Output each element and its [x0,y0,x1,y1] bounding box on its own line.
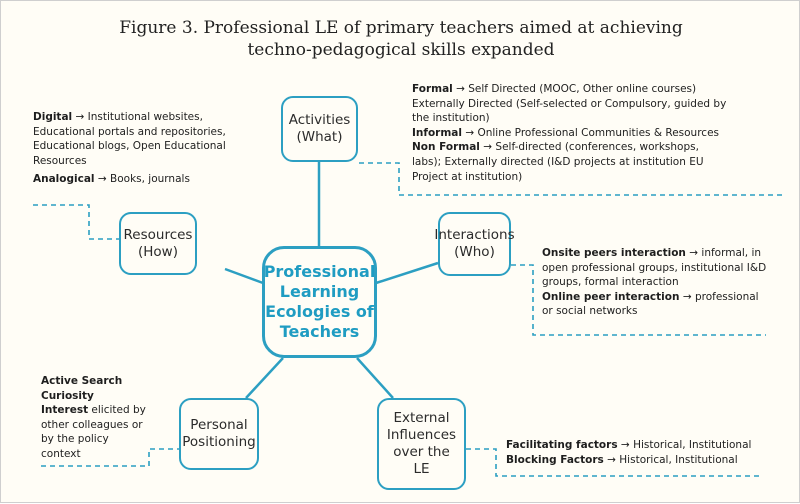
interactions-node [434,212,515,276]
personal-label: Personal Positioning [182,417,256,450]
external-note [506,438,766,467]
arrow-glyph: → [97,173,107,186]
external-node [377,398,466,490]
connector-personal [246,358,283,398]
figure-title-line2: techno-pedagogical skills expanded [247,40,555,60]
resources-label: Resources (How) [123,226,193,260]
arrow-glyph: → [682,290,692,303]
note-analogical: Analogical → Books, journals [33,173,190,186]
note-onsite: Onsite peers interaction → informal, in open professional groups, institutional I&D groups, formal interaction [542,247,767,289]
interactions-note [542,246,770,319]
arrow-glyph: → [483,141,493,154]
arrow-glyph: → [465,126,475,139]
resources-node [119,212,197,275]
note-interest: Interest elicited by other colleagues or by the policy context [41,404,146,460]
connector-resources [225,269,263,283]
center-node [262,246,377,358]
activities-label: Activities (What) [288,112,351,145]
arrow-glyph: → [620,439,630,451]
activities-note [412,82,728,184]
note-nonformal: Non Formal → Self-directed (conferences, workshops, labs); Externally directed (I&D projects at institution EU Project at institution) [412,141,704,183]
note-curiosity: Curiosity [41,389,94,402]
arrow-glyph: → [607,453,616,466]
note-digital: Digital → Institutional websites, Educational portals and repositories, Educational blogs, Open Educational Resources [33,111,226,167]
center-label: Professional Learning Ecologies of Teachers [263,262,376,341]
note-facilitating: Facilitating factors → Historical, Institutional [506,439,752,451]
resources-note [33,110,238,187]
note-formal: Formal → Self Directed (MOOC, Other online courses) Externally Directed (Self-selected or Compulsory, guided by the institution) [412,83,727,125]
personal-note [41,374,151,462]
interactions-label: Interactions (Who) [434,227,515,260]
note-online: Online peer interaction → professional or social networks [542,290,759,318]
connector-external [357,358,393,398]
note-active-search: Active Search [41,375,123,387]
arrow-glyph: → [75,111,85,123]
figure-title-line1: Figure 3. Professional LE of primary teachers aimed at achieving [119,18,683,38]
external-label: External Influences over the LE [386,410,457,477]
arrow-glyph: → [456,83,465,95]
note-blocking: Blocking Factors → Historical, Institutional [506,453,738,466]
connector-interactions [376,263,438,283]
note-informal: Informal → Online Professional Communities & Resources [412,126,719,139]
personal-node [179,398,259,470]
activities-node [281,96,358,162]
arrow-glyph: → [689,247,699,259]
dash-resources-note [33,205,119,239]
